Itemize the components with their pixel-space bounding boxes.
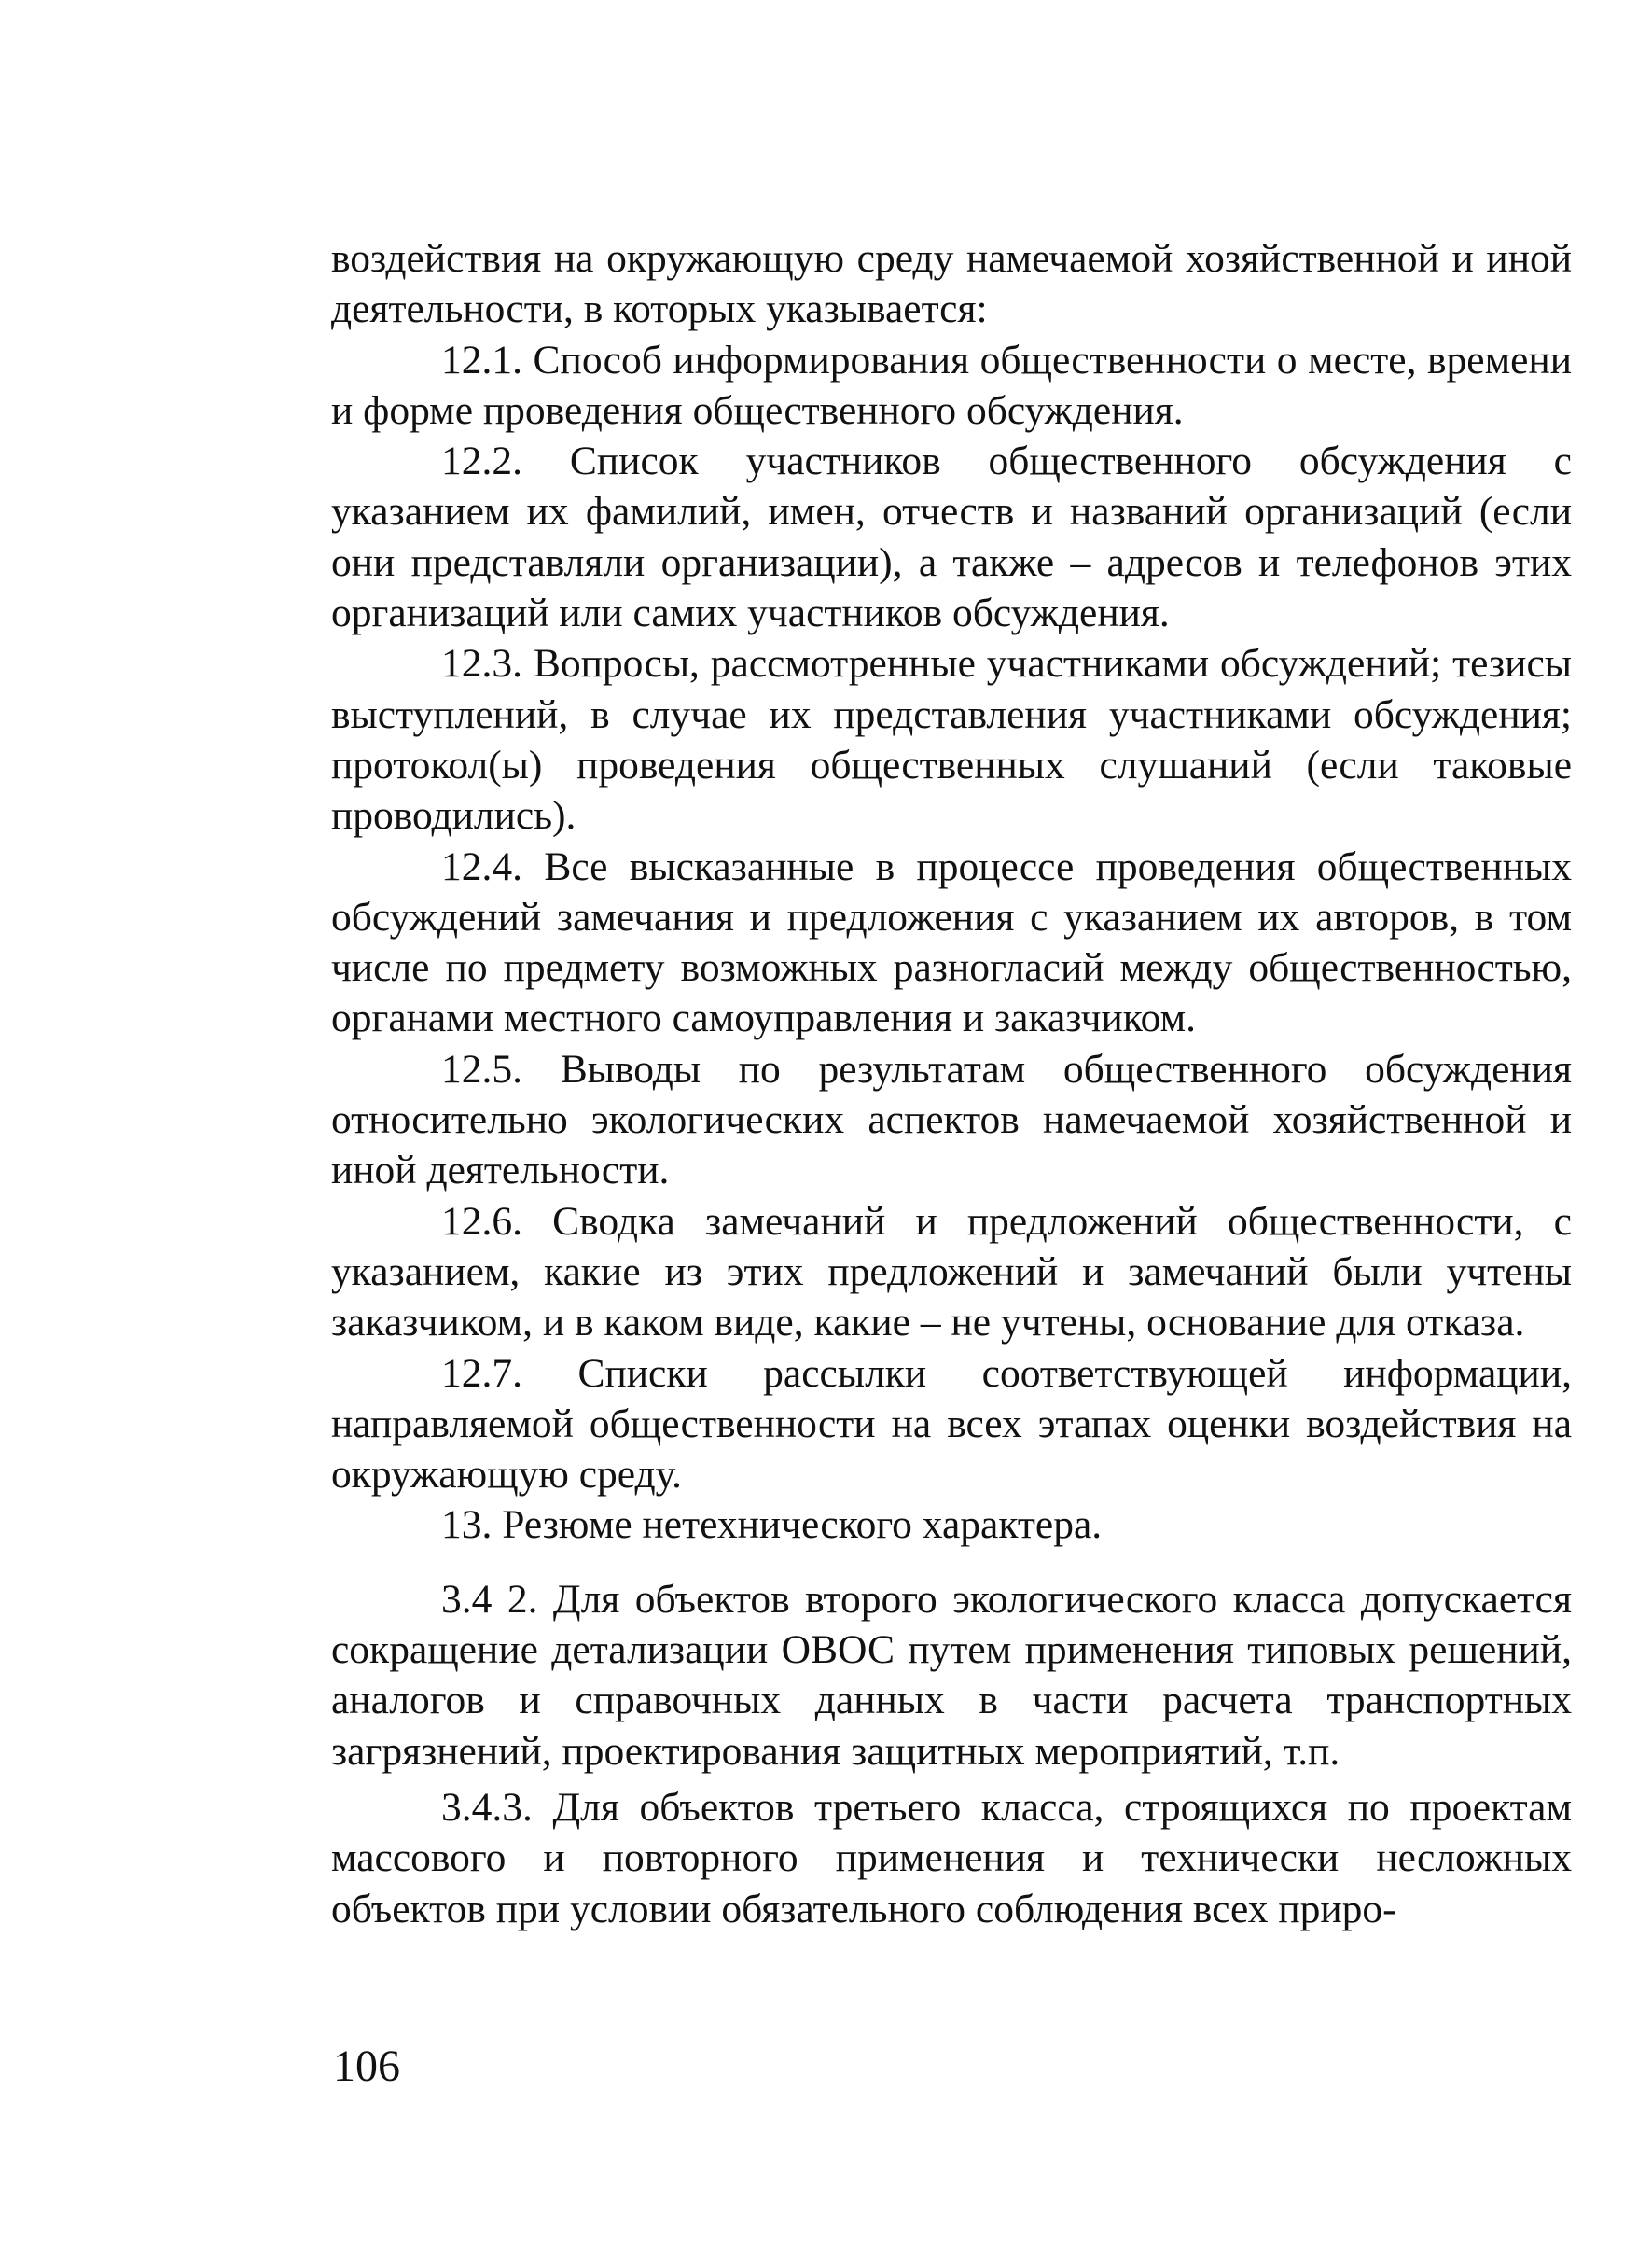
paragraph-12-4: 12.4. Все высказанные в процессе проведения общественных обсуждений замечания и предложения с указанием их авторов, в том числе по предмету возможных разногласий между общественностью, органами местного самоуправления и заказчиком. <box>331 843 1572 1041</box>
paragraph-12-7: 12.7. Списки рассылки соответствующей информации, направляемой общественности на всех этапах оценки воздействия на окружающую среду. <box>331 1350 1572 1498</box>
page-number: 106 <box>333 2042 400 2091</box>
paragraph-continued: воздействия на окружающую среду намечаемой хозяйственной и иной деятельности, в которых указывается: <box>331 236 1572 332</box>
paragraph-12-2: 12.2. Список участников общественного обсуждения с указанием их фамилий, имен, отчеств и названий организаций (если они представляли организации), а также – адресов и телефонов этих организаций или самих участников обсуждения. <box>331 439 1572 636</box>
paragraph-12-1: 12.1. Способ информирования общественности о месте, времени и форме проведения общественного обсуждения. <box>331 337 1572 433</box>
body-text <box>331 233 1572 1934</box>
paragraph-3-4-2: 3.4 2. Для объектов второго экологического класса допускается сокращение детализации ОВОС путем применения типовых решений, аналогов и справочных данных в части расчета транспортных загрязнений, проектирования защитных мероприятий, т.п. <box>331 1576 1572 1774</box>
paragraph-13: 13. Резюме нетехнического характера. <box>441 1502 1103 1548</box>
paragraph-3-4-3: 3.4.3. Для объектов третьего класса, строящихся по проектам массового и повторного применения и технически несложных объектов при условии обязательного соблюдения всех приро- <box>331 1784 1572 1931</box>
paragraph-12-3: 12.3. Вопросы, рассмотренные участниками обсуждений; тезисы выступлений, в случае их представления участниками обсуждения; протокол(ы) проведения общественных слушаний (если таковые проводились). <box>331 641 1572 839</box>
paragraph-12-6: 12.6. Сводка замечаний и предложений общественности, с указанием, какие из этих предложений и замечаний были учтены заказчиком, и в каком виде, какие – не учтены, основание для отказа. <box>331 1198 1572 1345</box>
paragraph-12-5: 12.5. Выводы по результатам общественного обсуждения относительно экологических аспектов намечаемой хозяйственной и иной деятельности. <box>331 1046 1572 1193</box>
